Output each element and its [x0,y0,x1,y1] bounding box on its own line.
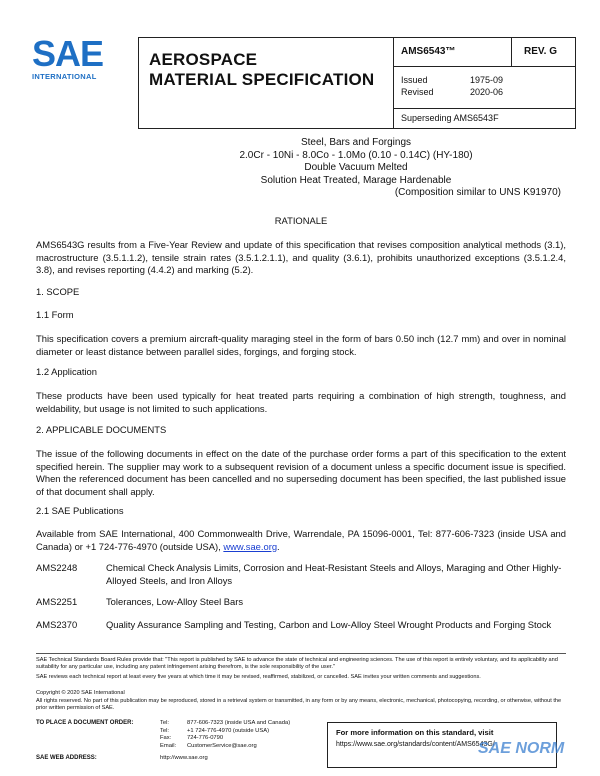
fax-value: 724-776-0790 [187,735,224,742]
order-label: TO PLACE A DOCUMENT ORDER: [36,720,134,726]
revised-date: 2020-06 [470,87,504,97]
logo-subtitle: INTERNATIONAL [32,72,97,81]
web-value[interactable]: http://www.sae.org [160,755,208,761]
order-contact-labels [160,720,176,750]
web-label: SAE WEB ADDRESS: [36,755,97,761]
reference-id: AMS2248 [36,562,78,573]
footer-rules-text: SAE Technical Standards Board Rules provide that: "This report is published by SAE to advance the state of technical and engineering sciences. The use of this report is entirely voluntary, and its applicability and suitability for any particular use, including any patent infringement arising therefrom, is the sole responsibility of the user." [36,657,558,671]
superseding-note: Superseding AMS6543F [401,113,499,123]
reference-id: AMS2251 [36,596,78,607]
applicable-documents-text: The issue of the following documents in effect on the date of the purchase order forms a part of this specification to the extent specified herein. The supplier may work to a subsequent revision of a document unless a specific document issue is specified. When the referenced document has been cancelled and no superseding document has been specified, the last published issue of that document shall apply. [36,448,566,497]
document-subject [138,137,574,200]
revised-label: Revised [401,87,434,97]
sae-address-text: Available from SAE International, 400 Commonwealth Drive, Warrendale, PA 15096-0001, Tel: 877-606-7323 (inside USA and Canada) or +1 724-776-4970 (outside USA), [36,528,566,552]
revision-label: REV. G [524,46,557,57]
form-text: This specification covers a premium aircraft-quality maraging steel in the form of bars 0.50 inch (12.7 mm) and over in nominal diameter or least distance between parallel sides, forgings, and forging stock. [36,333,566,357]
document-header [138,37,576,129]
more-info-title: For more information on this standard, visit [336,728,494,737]
document-number: AMS6543™ [401,46,456,57]
reference-description: Tolerances, Low-Alloy Steel Bars [106,596,244,607]
tel-label: Tel: [160,727,170,734]
more-info-url[interactable]: https://www.sae.org/standards/content/AMS6543G/ [336,741,495,748]
email-label: Email: [160,742,177,749]
tel-value: +1 724-776-4970 (outside USA) [187,727,270,734]
title-line-2: MATERIAL SPECIFICATION [149,70,375,89]
reference-description: Quality Assurance Sampling and Testing, Carbon and Low-Alloy Steel Wrought Products and Forging Stock [106,619,552,630]
sae-website-link[interactable]: www.sae.org [223,540,278,552]
sae-logo [32,33,124,81]
document-type-title [149,50,374,90]
form-heading: 1.1 Form [36,309,74,320]
footer-review-text: SAE reviews each technical report at least every five years at which time it may be revised, reaffirmed, stabilized, or cancelled. SAE invites your written comments and suggestions. [36,674,481,680]
tel-value: 877-606-7323 (inside USA and Canada) [187,720,291,726]
scope-heading: 1. SCOPE [36,286,80,297]
rationale-heading: RATIONALE [274,215,328,226]
rationale-text: AMS6543G results from a Five-Year Review and update of this specification that revises composition analytical methods (3.1), macrostructure (3.5.1.1.2), tensile strain rates (3.5.1.2.1.1), and quality (3.6.1), prohibits unauthorized exceptions (3.5.1.2.4, 3.8), and revises reporting (4.4.2) and marking (5.2). [36,239,566,276]
title-line-1: AEROSPACE [149,50,258,69]
sae-publications-text: Available from SAE International, 400 Commonwealth Drive, Warrendale, PA 15096-0001, Tel: 877-606-7323 (inside USA and Canada) or +1 724-776-4970 (outside USA), www.sae.org. [36,528,566,552]
subject-line: 2.0Cr - 10Ni - 8.0Co - 1.0Mo (0.10 - 0.14C) (HY-180) [239,149,473,161]
subject-line: Solution Heat Treated, Marage Hardenable [260,174,452,186]
email-value[interactable]: CustomerService@sae.org [187,742,257,749]
logo-text: SAE [32,33,104,74]
footer-divider [36,653,566,654]
sae-publications-heading: 2.1 SAE Publications [36,505,124,516]
reference-id: AMS2370 [36,619,78,630]
issued-date: 1975-09 [470,75,504,85]
application-text: These products have been used typically for heat treated parts requiring a combination of high strength, toughness, and weldability, but usage is not limited to such applications. [36,390,566,414]
issued-label: Issued [401,75,428,85]
order-contact-values [187,720,290,750]
subject-line: (Composition similar to UNS K91970) [394,187,561,198]
tel-label: Tel: [160,720,170,726]
fax-label: Fax: [160,735,172,742]
subject-line: Steel, Bars and Forgings [300,137,412,148]
reference-description: Chemical Check Analysis Limits, Corrosion and Heat-Resistant Steels and Alloys, Maraging and Other Highly-Alloyed Steels, and Iron Alloys [106,562,562,586]
application-heading: 1.2 Application [36,366,97,377]
footer-rights-text: All rights reserved. No part of this publication may be reproduced, stored in a retrieval system or transmitted, in any form or by any means, electronic, mechanical, photocopying, recording, or otherwise, without the prior written permission of SAE. [36,698,562,712]
footer-copyright: Copyright © 2020 SAE International [36,690,125,696]
subject-line: Double Vacuum Melted [304,162,408,173]
watermark: SAE NORM [478,740,565,757]
applicable-documents-heading: 2. APPLICABLE DOCUMENTS [36,424,167,435]
